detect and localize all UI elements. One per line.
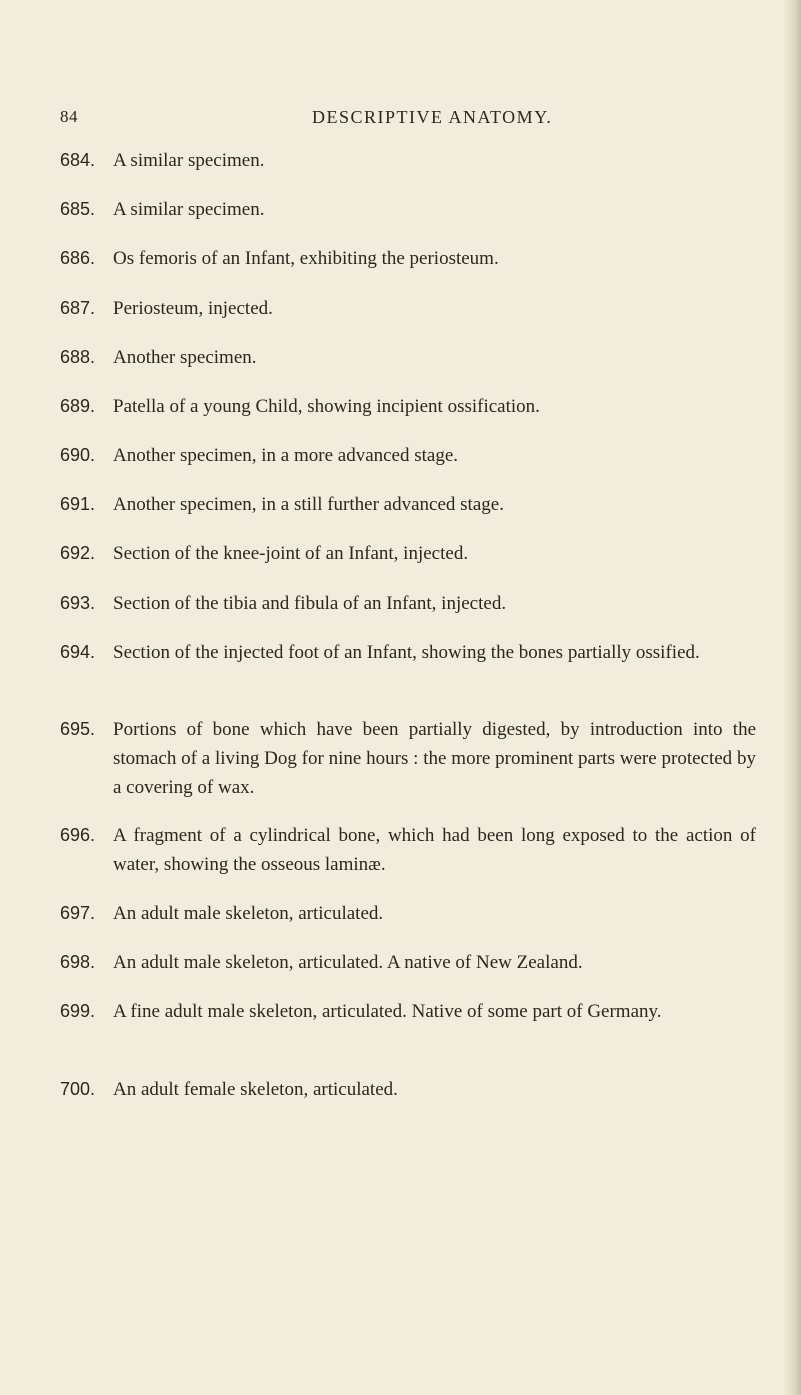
- catalogue-entry: [60, 589, 770, 618]
- catalogue-entry: [60, 244, 770, 273]
- catalogue-entry: [60, 638, 770, 667]
- entry-number: 695.: [60, 719, 96, 739]
- entry-number: 697.: [60, 903, 96, 923]
- entry-number: 686.: [60, 248, 96, 268]
- entry-text: Section of the knee-joint of an Infant, injected.: [113, 543, 469, 564]
- entry-text: A fine adult male skeleton, articulated. Native of some part of Germany.: [113, 1001, 662, 1022]
- entry-number: 688.: [60, 347, 96, 367]
- entry-text: Section of the injected foot of an Infant, showing the bones partially ossified.: [113, 642, 700, 663]
- catalogue-entry: [60, 1075, 770, 1104]
- entry-number: 700.: [60, 1079, 96, 1099]
- page-header: [60, 107, 760, 137]
- entry-number: 692.: [60, 543, 96, 563]
- catalogue-entry: [60, 997, 770, 1026]
- entry-text: Periosteum, injected.: [113, 298, 273, 319]
- entry-text: Another specimen, in a more advanced stage.: [113, 445, 459, 466]
- entry-number: 693.: [60, 593, 96, 613]
- catalogue-entry: [60, 146, 770, 175]
- catalogue-entry: [60, 343, 770, 372]
- entry-text: Another specimen.: [113, 347, 257, 368]
- entry-text: A similar specimen.: [113, 199, 265, 220]
- entry-text: A similar specimen.: [113, 150, 265, 171]
- catalogue-entry: [60, 294, 770, 323]
- entry-text: Patella of a young Child, showing incipient ossification.: [113, 396, 540, 417]
- catalogue-entry: [60, 948, 770, 977]
- entry-number: 685.: [60, 199, 96, 219]
- catalogue-entry: [60, 899, 770, 928]
- entry-text: Portions of bone which have been partially digested, by introduction into the stomach of a living Dog for nine hours : the more prominent parts were protected by a covering of wax.: [113, 719, 756, 798]
- entry-text: A fragment of a cylindrical bone, which had been long exposed to the action of water, showing the osseous laminæ.: [113, 825, 756, 875]
- entry-text: Section of the tibia and fibula of an Infant, injected.: [113, 593, 507, 614]
- catalogue-entry: [60, 392, 770, 421]
- catalogue-entry: [60, 715, 770, 802]
- entry-text: An adult male skeleton, articulated.: [113, 903, 384, 924]
- catalogue-entry: [60, 441, 770, 470]
- entry-text: An adult male skeleton, articulated. A native of New Zealand.: [113, 952, 583, 973]
- entry-number: 687.: [60, 298, 96, 318]
- entry-number: 691.: [60, 494, 96, 514]
- entry-text: Another specimen, in a still further advanced stage.: [113, 494, 504, 515]
- entry-number: 698.: [60, 952, 96, 972]
- entry-number: 696.: [60, 825, 96, 845]
- running-title: DESCRIPTIVE ANATOMY.: [312, 107, 553, 127]
- catalogue-entry: [60, 490, 770, 519]
- catalogue-entry: [60, 821, 770, 879]
- entry-text: An adult female skeleton, articulated.: [113, 1079, 398, 1100]
- entry-number: 699.: [60, 1001, 96, 1021]
- entry-number: 689.: [60, 396, 96, 416]
- catalogue-entry: [60, 195, 770, 224]
- entry-number: 684.: [60, 150, 96, 170]
- catalogue-entry: [60, 539, 770, 568]
- page-edge-shadow: [783, 0, 801, 1395]
- entry-number: 694.: [60, 642, 96, 662]
- page-number: 84: [60, 107, 78, 126]
- entry-text: Os femoris of an Infant, exhibiting the periosteum.: [113, 248, 499, 269]
- entry-number: 690.: [60, 445, 96, 465]
